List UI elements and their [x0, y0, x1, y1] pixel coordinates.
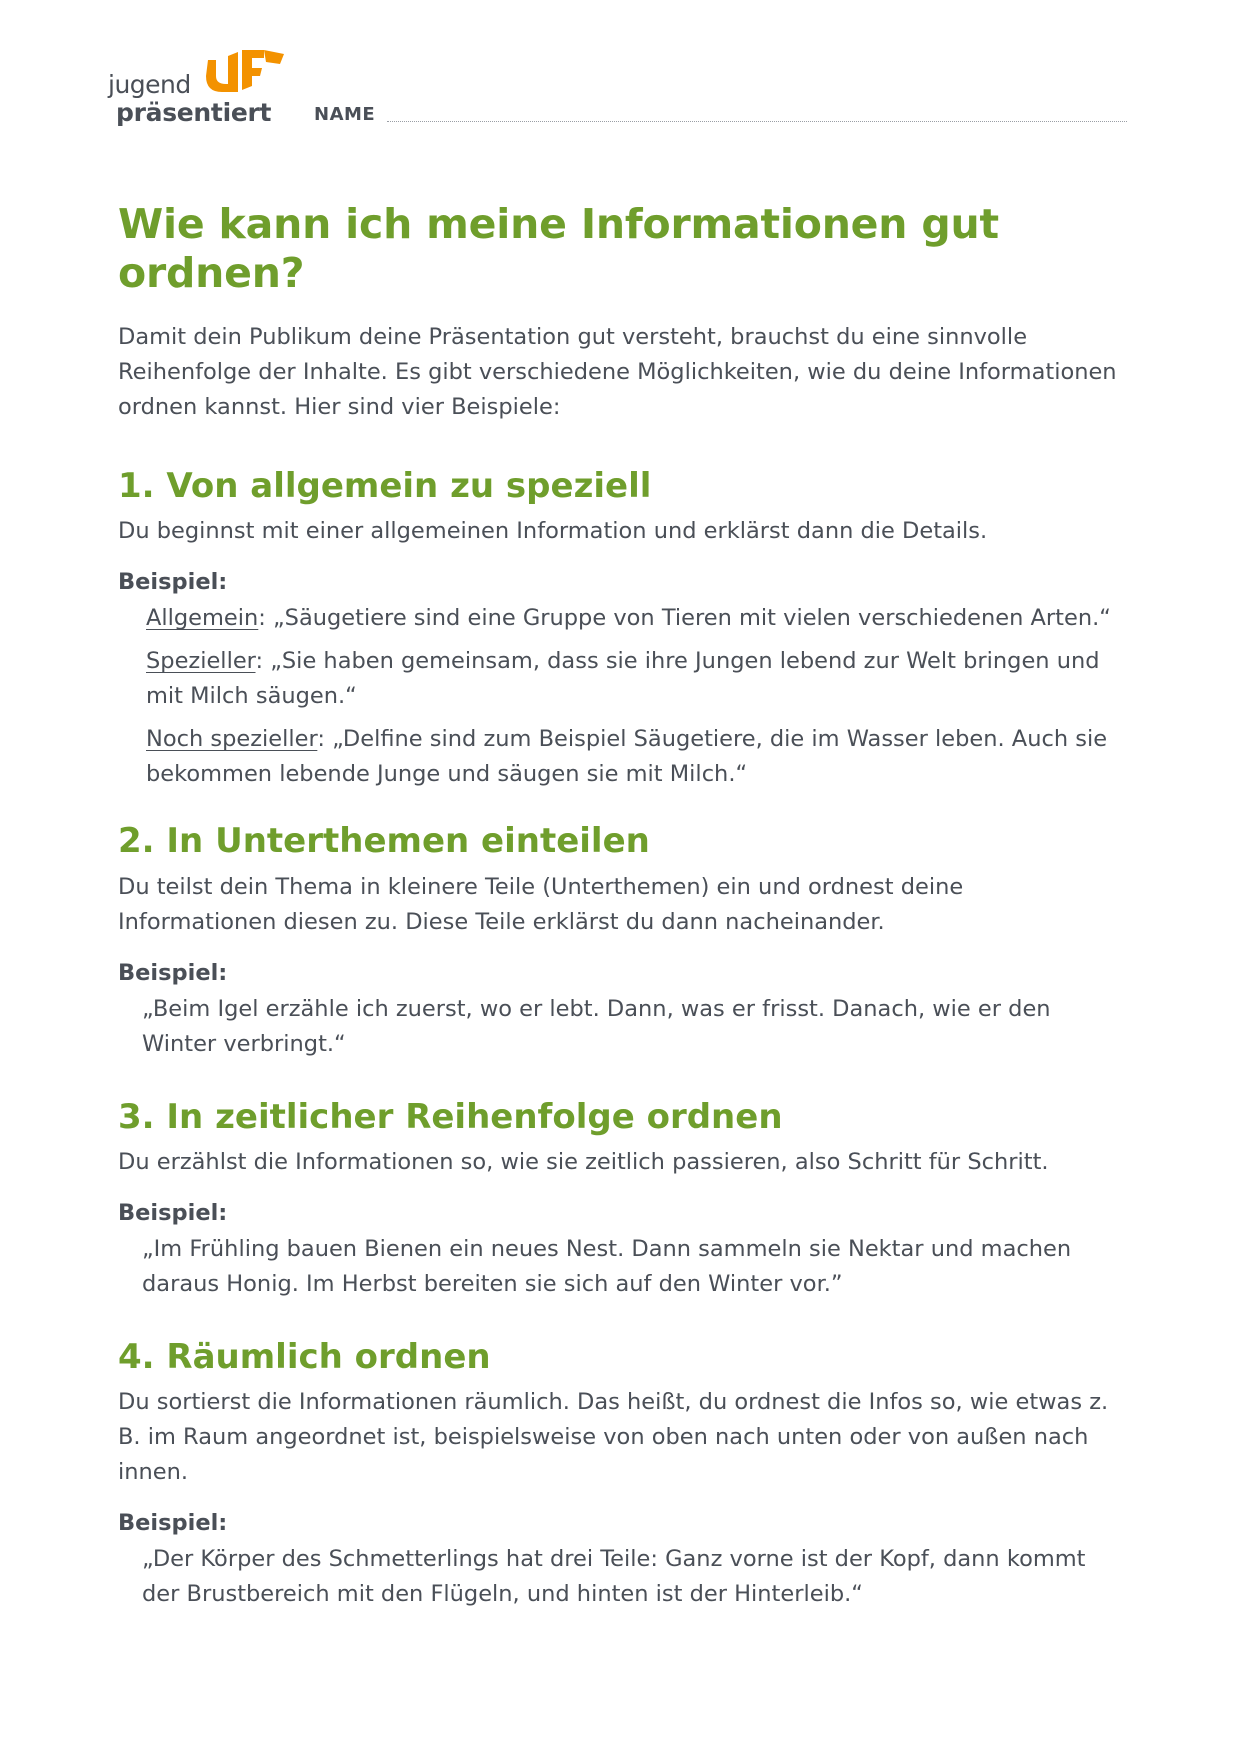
example-line [146, 644, 1128, 714]
example-line [146, 601, 1128, 636]
name-label: NAME [314, 104, 376, 125]
logo-line-1: jugend [108, 70, 191, 99]
section-description: Du sortierst die Informationen räumlich. Das heißt, du ordnest die Infos so, wie etwas z. B. im Raum angeordnet ist, beispielsweise von oben nach unten oder von außen nach innen. [118, 1388, 1109, 1485]
example-label: Beispiel: [118, 959, 228, 986]
example-level: Spezieller [146, 648, 256, 675]
example-label: Beispiel: [118, 1199, 228, 1226]
section-description: Du erzählst die Informationen so, wie sie zeitlich passieren, also Schritt für Schritt. [118, 1148, 1049, 1175]
logo [108, 46, 288, 136]
section-heading: 3. In zeitlicher Reihenfolge ordnen [118, 1096, 783, 1137]
example-label: Beispiel: [118, 569, 228, 596]
example-text: : „Delfine sind zum Beispiel Säugetiere, die im Wasser leben. Auch sie bekommen lebende Junge und säugen sie mit Milch.“ [146, 726, 1108, 788]
example-level: Allgemein [146, 605, 259, 632]
section-heading: 4. Räumlich ordnen [118, 1336, 491, 1377]
example-text: : „Sie haben gemeinsam, dass sie ihre Jungen lebend zur Welt bringen und mit Milch säugen.“ [146, 648, 1100, 710]
section-subtopics [118, 822, 1128, 1061]
example-level: Noch spezieller [146, 726, 318, 753]
example-label: Beispiel: [118, 1509, 228, 1536]
name-input-line[interactable] [387, 121, 1127, 122]
section-heading: 1. Von allgemein zu speziell [118, 466, 652, 507]
intro-paragraph: Damit dein Publikum deine Präsentation gut versteht, brauchst du eine sinnvolle Reihenfolge der Inhalte. Es gibt verschiedene Möglichkeiten, wie du deine Informationen ordnen kannst. Hier sind vier Beispiele: [118, 324, 1117, 421]
logo-line-2: präsentiert [116, 98, 272, 127]
section-description: Du beginnst mit einer allgemeinen Information und erklärst dann die Details. [118, 518, 988, 545]
section-description: Du teilst dein Thema in kleinere Teile (Unterthemen) ein und ordnest deine Informationen diesen zu. Diese Teile erklärst du dann nacheinander. [118, 873, 964, 935]
worksheet-content [118, 200, 1128, 1612]
page-title: Wie kann ich meine Informationen gut ordnen? [118, 200, 999, 298]
section-heading: 2. In Unterthemen einteilen [118, 821, 650, 862]
example-quote: „Im Frühling bauen Bienen ein neues Nest. Dann sammeln sie Nektar und machen daraus Honig. Im Herbst bereiten sie sich auf den Winter vor.” [142, 1235, 1072, 1297]
logo-mark-icon [202, 46, 288, 96]
section-chronological [118, 1098, 1128, 1302]
example-quote: „Beim Igel erzähle ich zuerst, wo er lebt. Dann, was er frisst. Danach, wie er den Winter verbringt.“ [142, 995, 1051, 1057]
section-spatial [118, 1338, 1128, 1612]
section-general-to-specific [118, 467, 1128, 792]
example-line [146, 722, 1128, 792]
example-text: : „Säugetiere sind eine Gruppe von Tieren mit vielen verschiedenen Arten.“ [258, 605, 1111, 632]
example-quote: „Der Körper des Schmetterlings hat drei Teile: Ganz vorne ist der Kopf, dann kommt der Brustbereich mit den Flügeln, und hinten ist der Hinterleib.“ [142, 1545, 1086, 1607]
